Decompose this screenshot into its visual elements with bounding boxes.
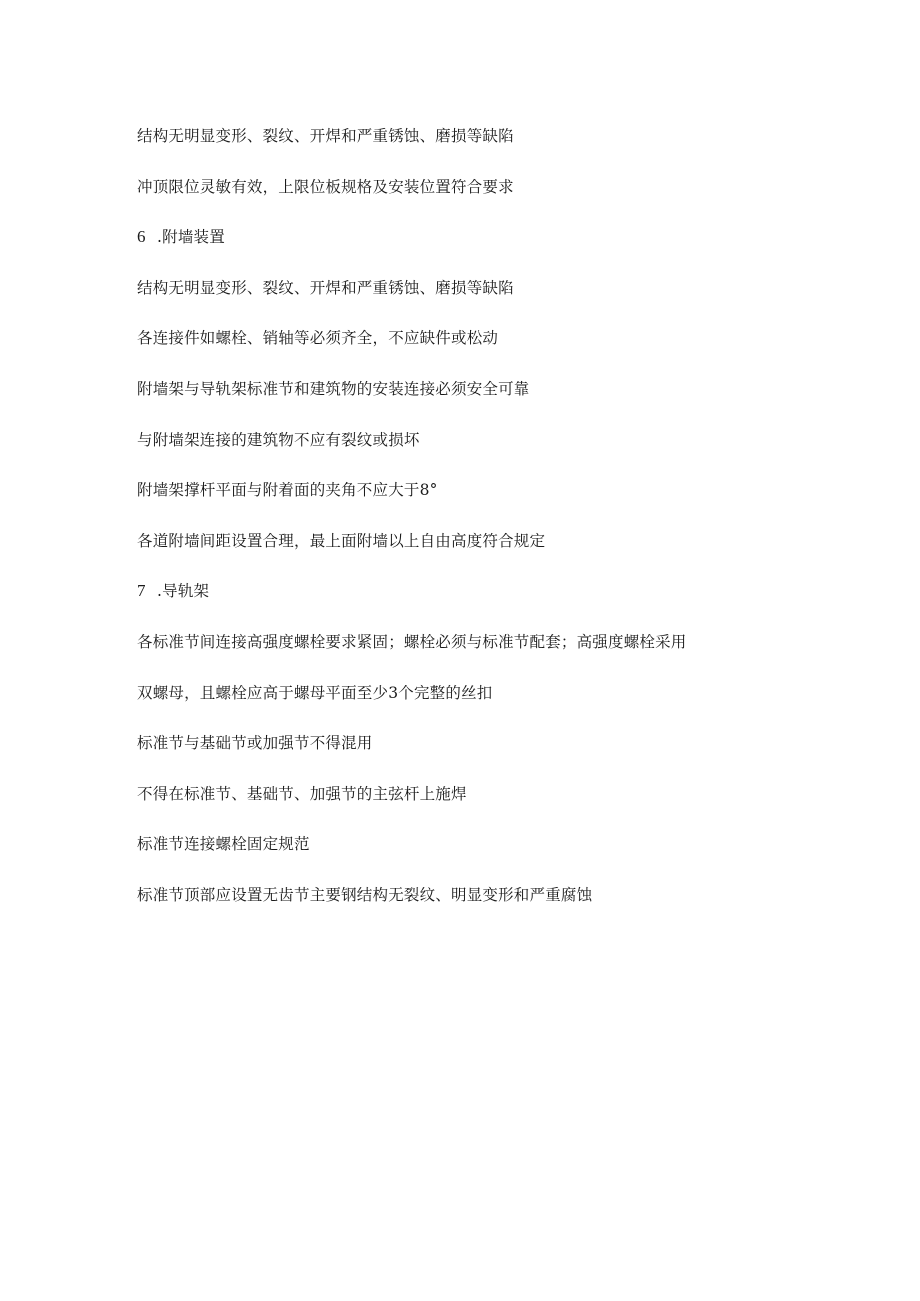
section-number: 6 (137, 227, 146, 247)
text-line: 结构无明显变形、裂纹、开焊和严重锈蚀、磨损等缺陷 (137, 278, 514, 297)
text-line: 各标准节间连接高强度螺栓要求紧固；螺栓必须与标准节配套；高强度螺栓采用 (137, 632, 687, 651)
section-number: 7 (137, 581, 146, 601)
text-line: 各道附墙间距设置合理，最上面附墙以上自由高度符合规定 (137, 531, 546, 550)
text-line: 不得在标准节、基础节、加强节的主弦杆上施焊 (137, 784, 467, 803)
section-title: .导轨架 (157, 582, 210, 601)
text-line: 标准节顶部应设置无齿节主要钢结构无裂纹、明显变形和严重腐蚀 (137, 885, 593, 904)
section-heading (137, 224, 837, 275)
text-line: 附墙架与导轨架标准节和建筑物的安装连接必须安全可靠 (137, 379, 530, 398)
text-line: 标准节与基础节或加强节不得混用 (137, 734, 373, 753)
text-line: 各连接件如螺栓、销轴等必须齐全，不应缺件或松动 (137, 329, 499, 348)
text-line: 标准节连接螺栓固定规范 (137, 835, 310, 854)
section-title: .附墙装置 (157, 228, 225, 247)
text-line: 结构无明显变形、裂纹、开焊和严重锈蚀、磨损等缺陷 (137, 127, 514, 145)
text-line: 双螺母，且螺栓应高于螺母平面至少3个完整的丝扣 (137, 683, 493, 702)
text-line: 附墙架撑杆平面与附着面的夹角不应大于8° (137, 481, 438, 500)
section-heading (137, 578, 837, 629)
document-body (137, 123, 837, 933)
text-line: 冲顶限位灵敏有效，上限位板规格及安装位置符合要求 (137, 177, 514, 196)
text-line: 与附墙架连接的建筑物不应有裂纹或损坏 (137, 430, 420, 449)
